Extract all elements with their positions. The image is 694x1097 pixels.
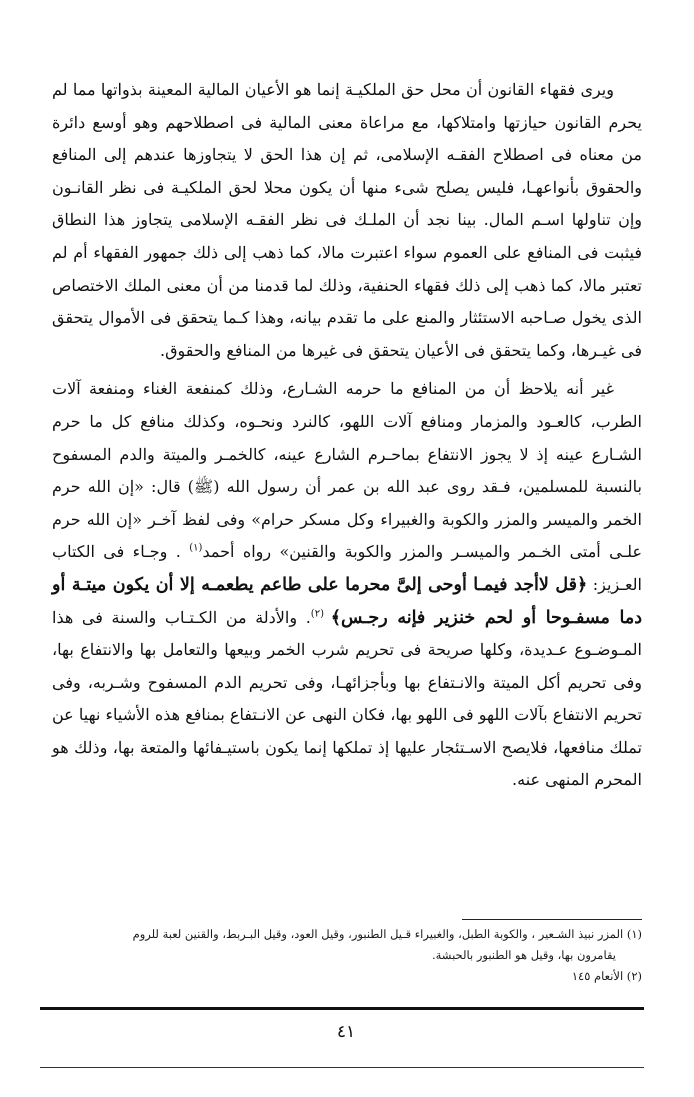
paragraph-1: ويرى فقهاء القانون أن محل حق الملكيـة إنما هو الأعيان المالية المعينة بذواتها مما لم يحرم القانون حيازتها وامتلاكها، مع مراعاة معنى المالية فى اصطلاحهم وهو أوسع دائرة من معناه فى اصطلاح الفقـه الإسلامى، ثم إن هذا الحق لا يتجاوزها عندهم إلى المنافع والحقوق بأنواعهـا، فليس يصلح شىء منها أن يكون محلا لحق الملكيـة فى نظر القانـون وإن تناولها اسـم المال. بينا نجد أن الملـك فى نظر الفقـه الإسلامى يتجاوز هذا النطاق فيثبت فى المنافع على العموم سواء اعتبرت مالا، كما ذهب إلى ذلك جمهور الفقهاء أم لم تعتبر مالا، كما ذهب إلى ذلك فقهاء الحنفية، وذلك لما قدمنا من أن معنى الملك الاختصاص الذى يخول صـاحبه الاستئثار والمنع على ما تقدم بيانه، وهذا كـما يتحقق فى الأموال يتحقق فى غيـرها، وكما يتحقق فى الأعيان يتحقق فى غيرها من المنافع والحقوق. xyxy=(52,80,643,360)
footnote-1-line-1: (١) المزر نبيذ الشـعير ، والكوبة الطبل، والغبيراء قـيل الطنبور، وقيل العود، وقيل البـربط، والقنين لعبة للروم xyxy=(132,927,642,941)
footer-rule-thin xyxy=(40,1067,644,1068)
paragraph-2-part-c: . والأدلة من الكـتـاب والسنة فى هذا المـوضـوع عـديدة، وكلها صريحة فى تحريم شرب الخمر وبيعها والتعامل بها والانتفاع بها، وفى تحريم أكل الميتة والانـتفاع بها وبأجزائهـا، وفى تحريم الدم المسفوح وشـربه، وفى تحريم الانتفاع بآلات اللهو فى اللهو بها، فكان النهى عن الانـتفاع بمنافع هذه الأشياء نهيا عن تملك منافعها، فلايصح الاسـتئجار عليها إذ تملكها إنما يكون باستيـفائها والمتعة بها، وذلك هو المحرم المنهى عنه. xyxy=(52,607,642,790)
footnote-2: (٢) الأنعام ١٤٥ xyxy=(571,969,642,983)
footnote-separator xyxy=(462,919,642,920)
main-text-block xyxy=(52,74,642,797)
paragraph-2-part-b: . وجـاء فى الكتاب العـزيز: xyxy=(52,542,642,594)
page-number: ٤١ xyxy=(336,1022,356,1042)
footnote-ref-2: (٢) xyxy=(310,608,331,620)
footnote-ref-1: (١) xyxy=(189,542,203,554)
footnote-1-line-2: يقامرون بها، وقيل هو الطنبور بالحبشة. xyxy=(431,948,616,962)
paragraph-2-part-a: غير أنه يلاحظ أن من المنافع ما حرمه الشـارع، وذلك كمنفعة الغناء ومنفعة آلات الطرب، كالعـود والمزمار ومنافع آلات اللهو، كالنرد ونحـوه، وكذلك منافع كل ما حرم الشـارع عينه إذ لا يجوز الانتفاع بماحـرم الشارع عينه، كالخمـر والميتة والدم المسفوح بالنسبة للمسلمين، فـقد روى عبد الله بن عمر أن رسول الله (ﷺ) قال: «إن الله حرم الخمر والميسر والمزر والكوبة والغبيراء وكل مسكر حرام» وفى لفظ آخـر «إن الله حرم علـى أمتى الخـمر والميسـر والمزر والكوبة والقنين» رواه أحمد xyxy=(52,379,643,562)
paragraph-2 xyxy=(52,373,642,797)
quran-verse: ﴿قل لاأجد فيمـا أوحى إلىَّ محرما على طاعم يطعمـه إلا أن يكون ميتـة أو دما مسفـوحا أو لحم خنزير فإنه رجـس﴾ xyxy=(52,574,642,628)
footer-rule-thick xyxy=(40,1007,644,1010)
footnotes xyxy=(52,924,642,987)
